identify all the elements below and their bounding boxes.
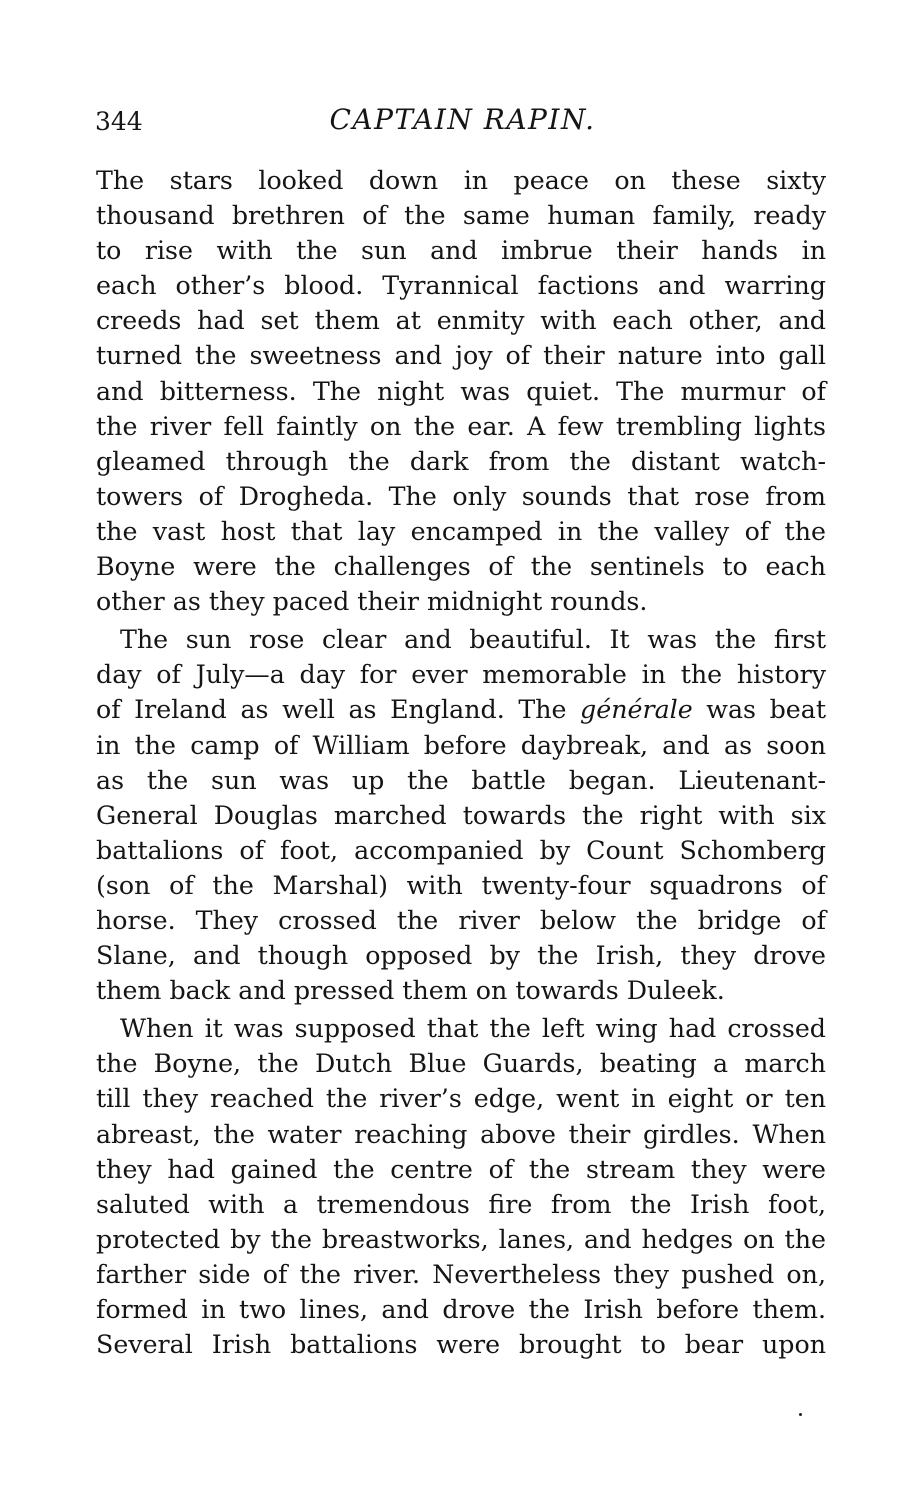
text-line: till they reached the river’s edge, went in eight or ten: [96, 1084, 826, 1114]
text-line: day of July—a day for ever memorable in the history: [96, 660, 826, 690]
print-speck: [799, 1413, 802, 1416]
text-line: protected by the breastworks, lanes, and hedges on the: [96, 1224, 826, 1254]
text-line: to rise with the sun and imbrue their hands in: [96, 236, 826, 266]
text-line: thousand brethren of the same human family, ready: [96, 201, 826, 231]
running-title: CAPTAIN RAPIN.: [329, 103, 596, 136]
italic-word: générale: [580, 695, 693, 725]
text-line: creeds had set them at enmity with each other, and: [96, 306, 826, 336]
text-line: horse. They crossed the river below the bridge of: [96, 905, 826, 935]
text-segment: of Ireland as well as England.: [96, 695, 505, 725]
text-segment: The: [518, 695, 567, 725]
text-line: them back and pressed them on towards Duleek.: [96, 976, 725, 1006]
text-line: towers of Drogheda. The only sounds that rose from: [96, 481, 826, 511]
text-segment: was beat: [706, 695, 826, 725]
text-line: formed in two lines, and drove the Irish before them.: [96, 1295, 826, 1324]
text-line: abreast, the water reaching above their girdles. When: [96, 1119, 826, 1149]
text-line: battalions of foot, accompanied by Count Schomberg: [96, 835, 826, 865]
body-text: [96, 163, 826, 1362]
text-line: and bitterness. The night was quiet. The murmur of: [96, 376, 826, 406]
text-line: Several Irish battalions were brought to bear upon: [96, 1330, 826, 1360]
text-line: the vast host that lay encamped in the valley of the: [96, 516, 826, 546]
text-line: as the sun was up the battle began. Lieutenant-: [96, 765, 826, 795]
text-line: The sun rose clear and beautiful. It was the first: [120, 625, 826, 655]
paragraph-1: [96, 163, 826, 619]
text-line: When it was supposed that the left wing had crossed: [120, 1014, 826, 1044]
text-line: the Boyne, the Dutch Blue Guards, beating a march: [96, 1049, 826, 1079]
text-line: the river fell faintly on the ear. A few trembling lights: [96, 411, 826, 441]
page-number: 344: [95, 107, 143, 136]
text-line: (son of the Marshal) with twenty-four squadrons of: [96, 870, 826, 900]
text-line: gleamed through the dark from the distant watch-: [96, 446, 826, 476]
text-line: turned the sweetness and joy of their nature into gall: [96, 341, 826, 371]
text-line: saluted with a tremendous fire from the Irish foot,: [96, 1189, 826, 1219]
paragraph-3: [96, 1011, 826, 1362]
text-line: in the camp of William before daybreak, and as soon: [96, 730, 826, 760]
text-line: General Douglas marched towards the right with six: [96, 800, 826, 830]
text-line: they had gained the centre of the stream they were: [96, 1154, 826, 1184]
text-line: The stars looked down in peace on these sixty: [96, 166, 826, 195]
paragraph-2: [96, 622, 826, 1008]
text-line: each other’s blood. Tyrannical factions and warring: [96, 271, 826, 301]
text-line: Slane, and though opposed by the Irish, they drove: [96, 941, 826, 971]
page-header: [95, 103, 830, 147]
text-line-with-italic: [96, 692, 826, 727]
text-line: other as they paced their midnight rounds.: [96, 587, 648, 617]
text-line: farther side of the river. Nevertheless they pushed on,: [96, 1259, 826, 1289]
text-line: Boyne were the challenges of the sentinels to each: [96, 552, 826, 582]
